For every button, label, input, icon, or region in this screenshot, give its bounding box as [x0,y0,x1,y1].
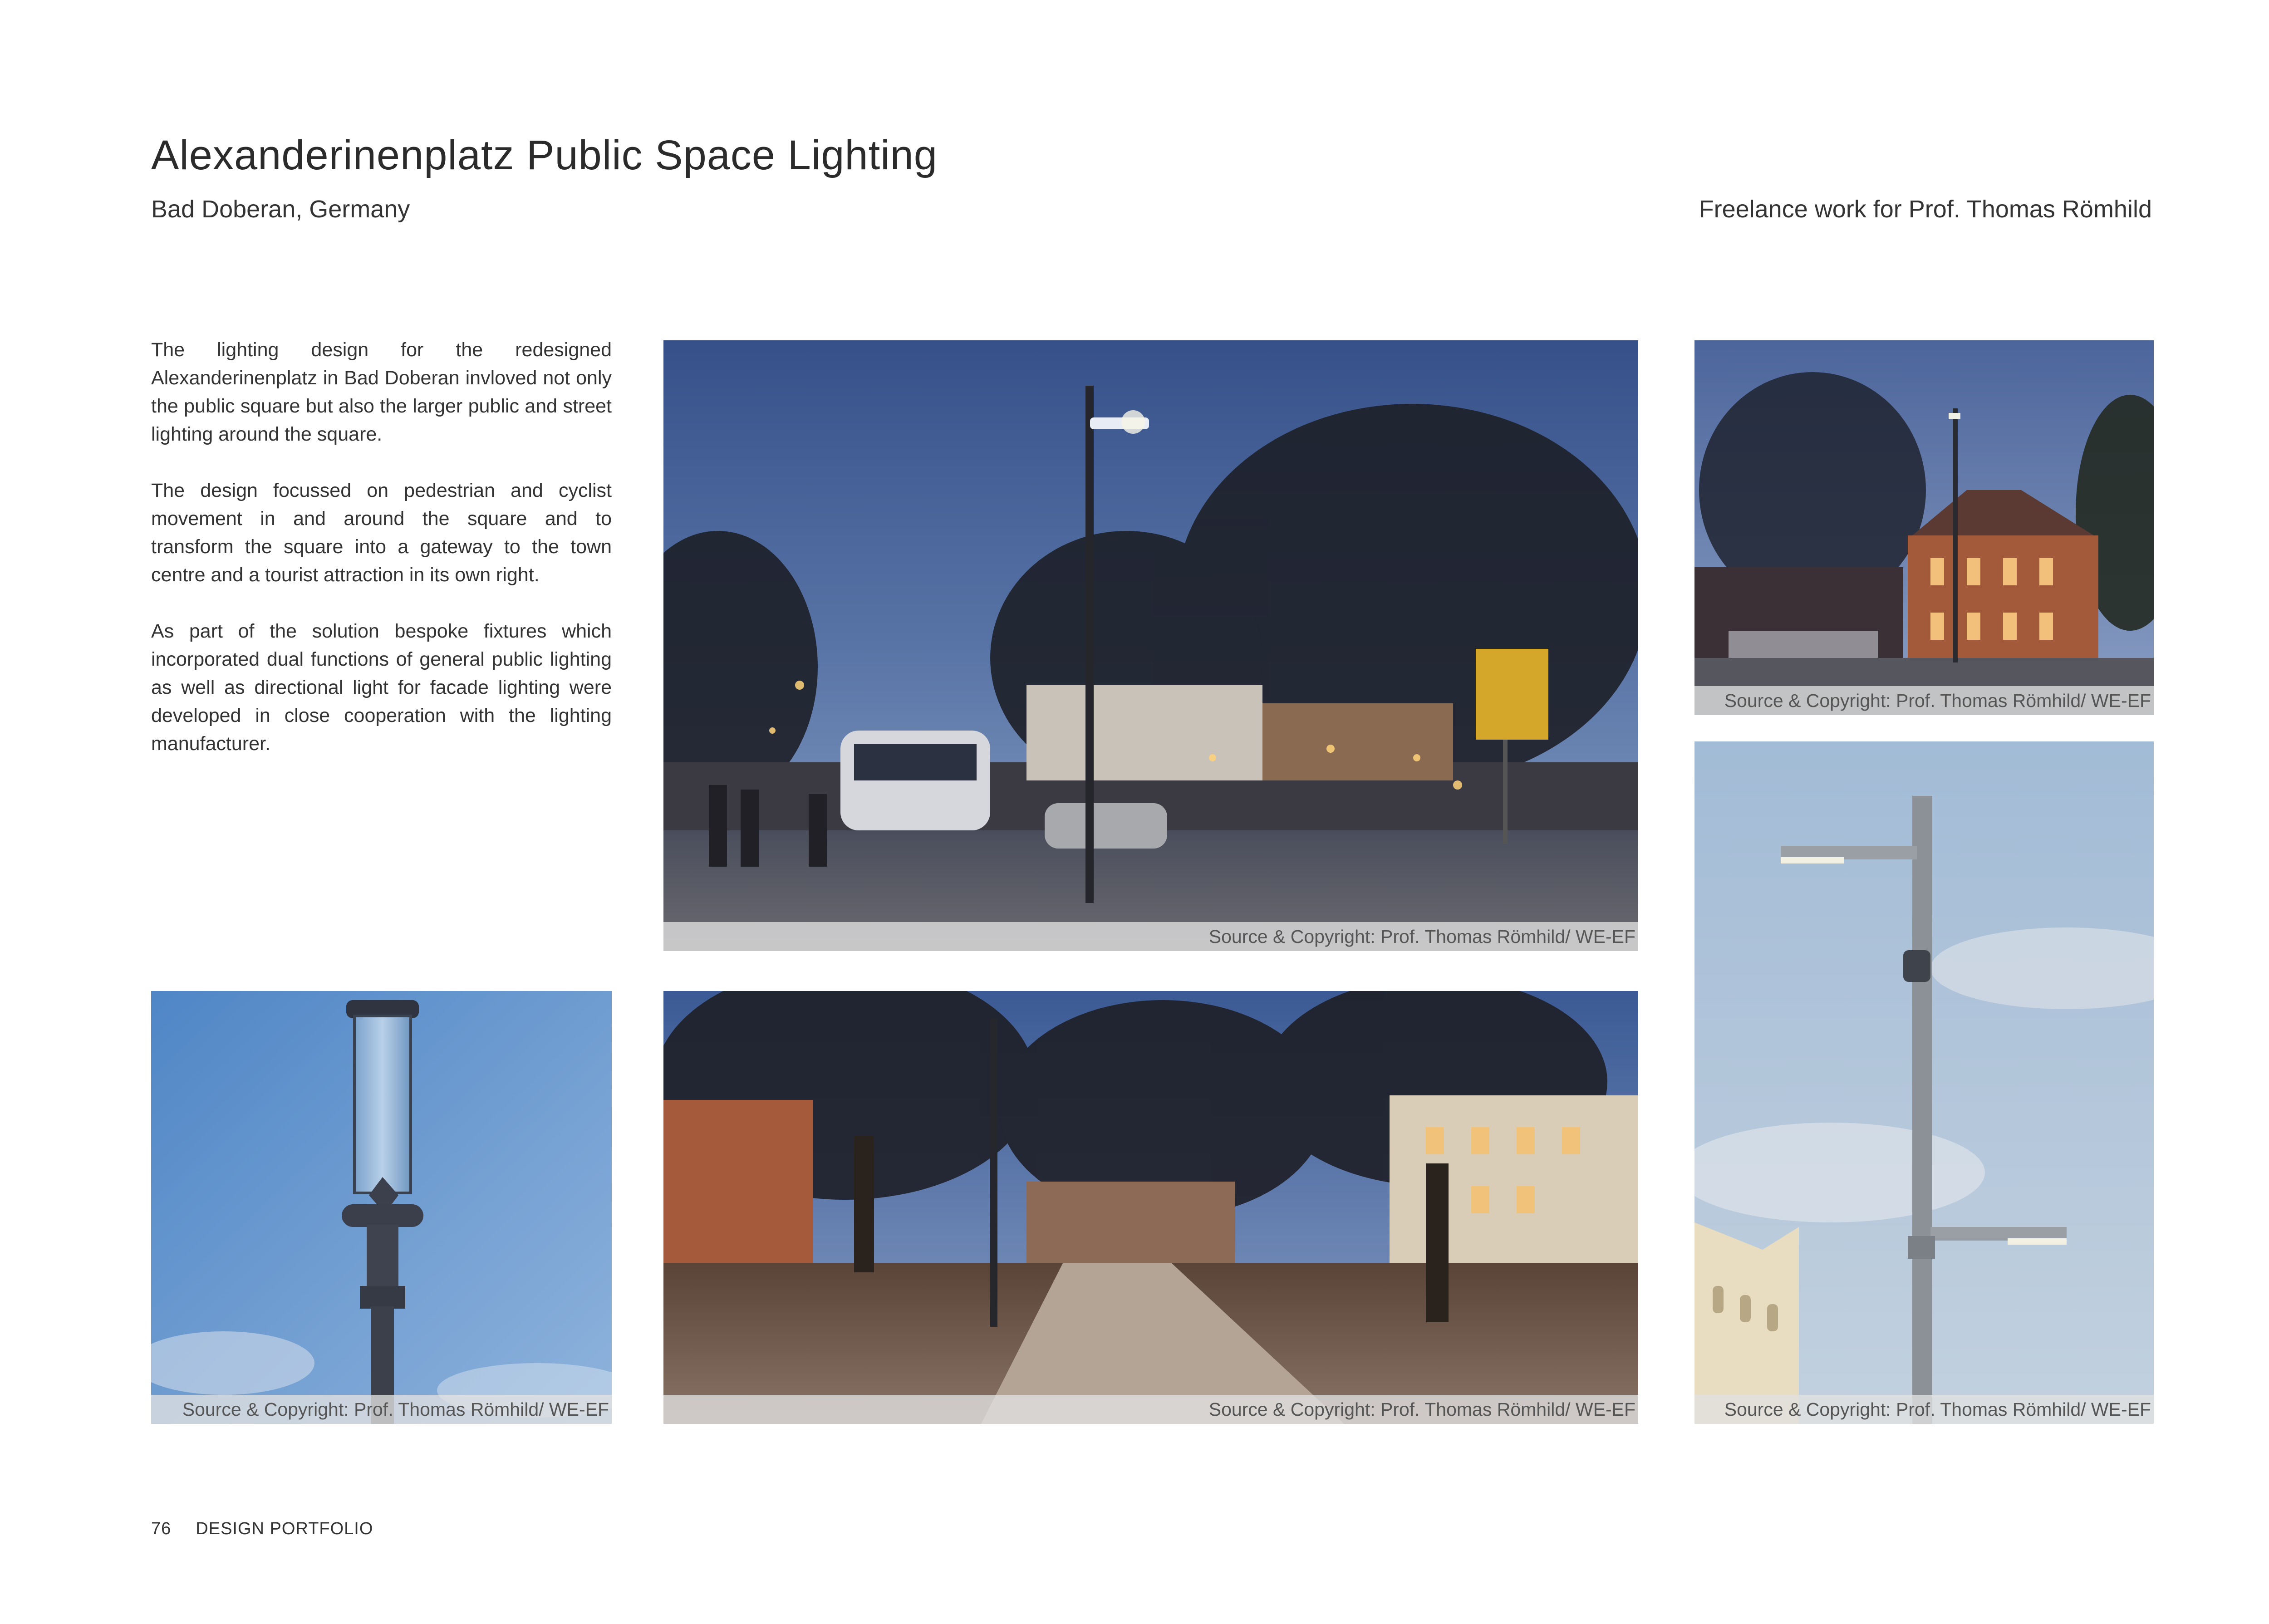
photo-street-dusk [663,340,1638,951]
project-description [151,336,612,786]
lantern-closeup-image [151,991,612,1424]
project-credit: Freelance work for Prof. Thomas Römhild [1699,196,2152,223]
building-dusk-image [1694,340,2154,715]
photo-square-path [663,991,1638,1424]
photo-caption: Source & Copyright: Prof. Thomas Römhild/ WE-EF [663,922,1638,951]
page-footer [151,1519,398,1539]
page-number: 76 [151,1519,172,1538]
description-paragraph: The lighting design for the redesigned Alexanderinenplatz in Bad Doberan invloved not only the public square but also the larger public and street lighting around the square. [151,339,612,445]
photo-lantern-closeup [151,991,612,1424]
square-path-image [663,991,1638,1424]
street-dusk-image [663,340,1638,951]
portfolio-label: DESIGN PORTFOLIO [196,1519,373,1538]
page-title: Alexanderinenplatz Public Space Lighting [151,132,938,178]
description-paragraph: The design focussed on pedestrian and cyclist movement in and around the square and to transform the square into a gateway to the town centre and a tourist attraction in its own right. [151,480,612,586]
photo-caption: Source & Copyright: Prof. Thomas Römhild/ WE-EF [1694,686,2154,715]
double-arm-pole-image [1694,741,2154,1424]
photo-caption: Source & Copyright: Prof. Thomas Römhild/ WE-EF [663,1395,1638,1424]
photo-building-dusk [1694,340,2154,715]
photo-caption: Source & Copyright: Prof. Thomas Römhild/ WE-EF [151,1395,612,1424]
photo-double-arm-pole [1694,741,2154,1424]
description-paragraph: As part of the solution bespoke fixtures which incorporated dual functions of general public lighting as well as directional light for facade lighting were developed in close cooperation with the lighting manufacturer. [151,620,612,755]
photo-caption: Source & Copyright: Prof. Thomas Römhild/ WE-EF [1694,1395,2154,1424]
project-location: Bad Doberan, Germany [151,196,410,223]
